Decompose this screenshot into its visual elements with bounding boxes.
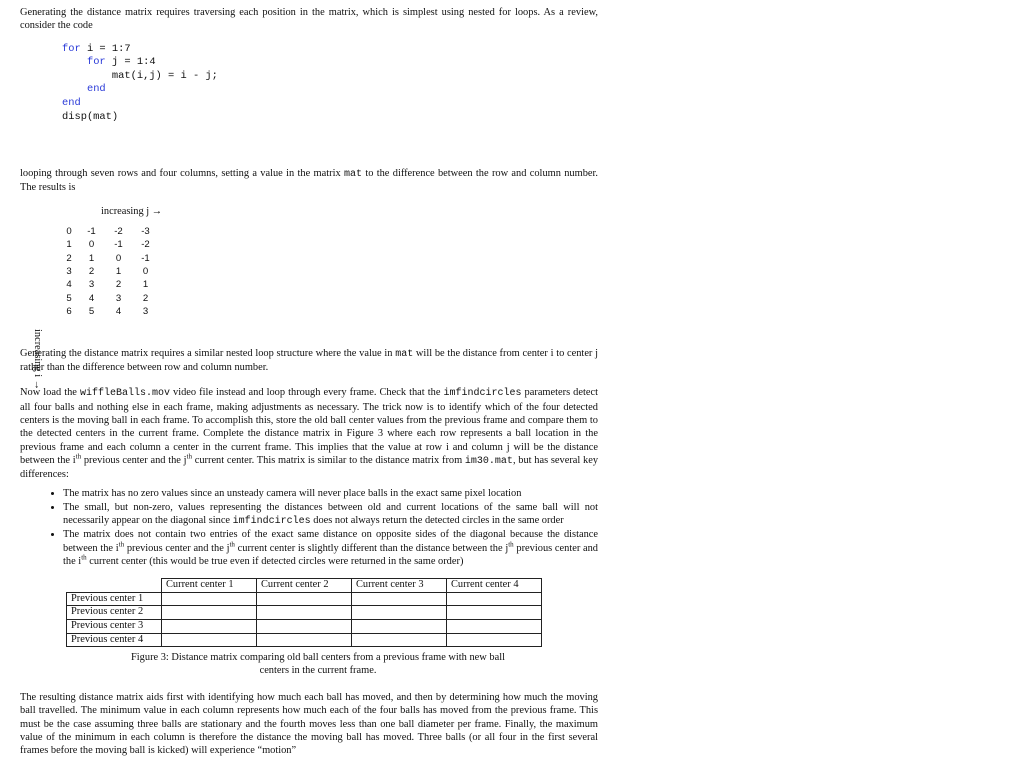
row-header: Previous center 1 [67,592,162,606]
table-row [67,592,542,606]
list-item: • The small, but non-zero, values representing the distances between old and current locations of the same ball will not necessarily appear on the diagonal since imfindcircles does not always return the detected circles in the same order [63,501,598,529]
list-item: • The matrix does not contain two entries of the exact same distance on opposite sides of the diagonal because the distance between the $i^{th}$ previous center and the $j^{th}$ current center is slightly different than the distance between the $j^{th}$ previous center and the $i^{th}$ current center (this would be true even if detected circles were returned in the same order) [63,528,598,568]
matrix-cell: 6 [66,306,72,318]
matrix-cell: -2 [114,225,123,237]
matrix-row [60,292,159,305]
matrix-cell: -1 [87,225,96,237]
table-cell [257,606,352,620]
column-header: Current center 2 [257,579,352,593]
matrix-cell: 3 [66,265,72,277]
loop-description: looping through seven rows and four columns, setting a value in the matrix mat to the difference between the row and column number. The results is [20,168,599,194]
matrix-cell: 5 [88,306,95,318]
table-corner [67,579,162,593]
increasing-i-label: increasing i → [32,328,43,390]
matrix-row [60,278,159,291]
table-cell [447,606,542,620]
table-cell [257,619,352,633]
matrix-cell: -2 [141,239,150,251]
table-cell [257,633,352,647]
matrix-row [60,252,159,265]
table-cell [162,606,257,620]
table-header-row [67,579,542,593]
table-cell [352,619,447,633]
matrix-cell: 0 [115,252,122,264]
row-header: Previous center 2 [67,606,162,620]
intro-paragraph: Generating the distance matrix requires traversing each position in the matrix, which is simplest using nested for loops. As a review, consider the code [20,7,598,32]
matrix-cell: -1 [141,252,150,264]
figure-caption: Figure 3: Distance matrix comparing old ball centers from a previous frame with new ball centers in the current frame. [131,652,505,677]
table-cell [447,633,542,647]
result-matrix [60,225,159,319]
load-video-paragraph: Now load the wiffleBalls.mov video file instead and loop through every frame. Check that the imfindcircles parameters detect all four balls and nothing else in each frame, making adjustments as necessary. The trick now is to identify which of the four detected centers is the moving ball in each frame. To accomplish this, store the old ball center values from the previous frame and compare them to the detected centers in the current frame. Complete the distance matrix in Figure 3 where each row represents a ball location in the previous frame and each column a center in the current frame. This implies that the value at row i and column j will be the distance between the $i^{th}$ previous center and the $j^{th}$ current center. This matrix is similar to the distance matrix from im30.mat, but has several key differences: [20,387,599,481]
table-cell [162,592,257,606]
table-cell [257,592,352,606]
similar-loop-paragraph: Generating the distance matrix requires a similar nested loop structure where the value in mat will be the distance from center i to center j rather than the difference between row and column number. [20,347,599,374]
matrix-cell: 1 [142,279,149,291]
matrix-row [60,265,159,278]
table-cell [352,592,447,606]
matrix-row [60,238,159,251]
matrix-cell: 1 [115,265,122,277]
matrix-cell: 0 [142,265,149,277]
table-row [67,619,542,633]
table-row [67,633,542,647]
matrix-cell: 3 [115,292,122,304]
column-header: Current center 1 [162,579,257,593]
matrix-cell: -1 [114,239,123,251]
matrix-row [60,305,159,318]
table-cell [162,619,257,633]
distance-matrix-table [66,578,542,647]
table-cell [162,633,257,647]
row-header: Previous center 3 [67,619,162,633]
differences-list [20,487,598,568]
column-header: Current center 3 [352,579,447,593]
matrix-cell: 5 [66,292,72,304]
matrix-cell: 3 [88,279,95,291]
matrix-cell: 4 [88,292,95,304]
matrix-cell: 1 [66,239,72,251]
matrix-cell: 2 [66,252,72,264]
matrix-cell: 0 [66,225,72,237]
row-header: Previous center 4 [67,633,162,647]
increasing-j-label: increasing j → [101,205,163,217]
table-row [67,606,542,620]
matrix-cell: 2 [142,292,149,304]
table-cell [352,606,447,620]
matrix-cell: 2 [115,279,122,291]
column-header: Current center 4 [447,579,542,593]
matrix-cell: 2 [88,265,95,277]
document-page [20,6,598,758]
table-cell [447,619,542,633]
matrix-cell: 4 [66,279,72,291]
matrix-cell: 4 [115,306,122,318]
matrix-cell: 1 [88,252,95,264]
matrix-cell: -3 [141,225,150,237]
code-block: for i = 1:7 for j = 1:4 mat(i,j) = i - j; end end disp(mat) [62,42,218,123]
table-cell [352,633,447,647]
matrix-cell: 3 [142,306,149,318]
list-item: • The matrix has no zero values since an unsteady camera will never place balls in the exact same pixel location [63,487,598,500]
matrix-cell: 0 [88,239,95,251]
table-cell [447,592,542,606]
final-paragraph: The resulting distance matrix aids first with identifying how much each ball has moved, and then by determining how much the moving ball travelled. The minimum value in each column represents how much each of the four balls has moved from the previous frame. This must be the case assuming three balls are stationary and the fourth moves less than one ball diameter per frame. Finally, the maximum value of the minimum in each column is therefore the distance the moving ball has moved. Three balls (or all four in the first several frames before the moving ball is kicked) will experience “motion” [20,692,598,757]
matrix-row [60,225,159,238]
